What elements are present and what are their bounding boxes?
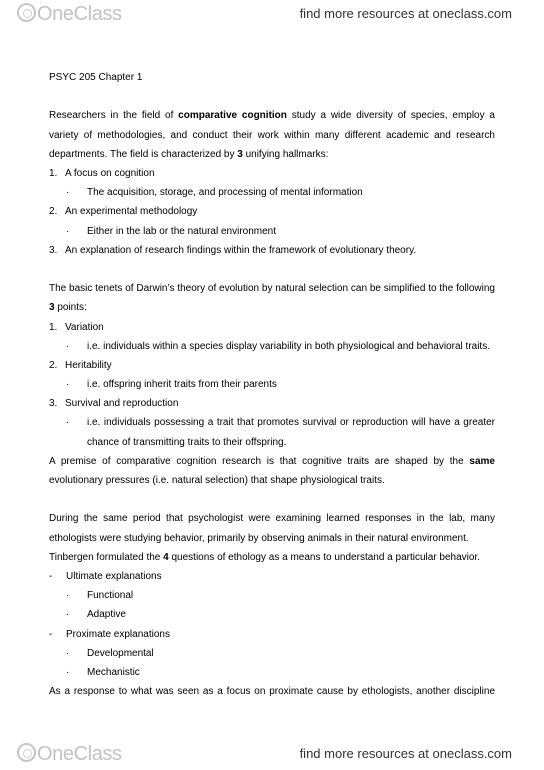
oneclass-logo[interactable]: [17, 743, 122, 766]
tinbergen-paragraph: Tinbergen formulated the 4 questions of ethology as a means to understand a particular behavior.: [49, 551, 481, 563]
document-body: [49, 68, 495, 701]
bullet-icon: ·: [66, 417, 70, 429]
darwin-paragraph: The basic tenets of Darwin’s theory of evolution by natural selection can be simplified to the following 3 points:: [49, 283, 495, 314]
list-subitem: · Mechanistic: [49, 663, 495, 682]
list-subitem: · The acquisition, storage, and processing of mental information: [49, 183, 495, 202]
list-item: 1. A focus on cognition: [49, 168, 155, 179]
list-item: 2. Heritability: [49, 359, 112, 371]
list-item: 1. Variation: [49, 321, 104, 333]
list-item: 3. Survival and reproduction: [49, 398, 179, 410]
bullet-icon: ·: [66, 379, 70, 391]
logo-text: OneClass: [37, 743, 122, 765]
oneclass-logo[interactable]: [17, 3, 122, 26]
logo-text: OneClass: [37, 3, 122, 25]
promo-link[interactable]: find more resources at oneclass.com: [299, 6, 512, 21]
bullet-icon: ·: [66, 667, 70, 679]
list-subitem: · i.e. individuals within a species display variability in both physiological and behavioral traits.: [49, 337, 495, 356]
bullet-icon: ·: [66, 225, 70, 237]
promo-link[interactable]: find more resources at oneclass.com: [299, 746, 512, 761]
ethology-paragraph: During the same period that psychologist were examining learned responses in the lab, many ethologists were studying behavior, primarily by observing animals in their natural environment.: [49, 513, 495, 544]
list-item: - Proximate explanations: [49, 628, 170, 640]
list-subitem: · Adaptive: [49, 605, 495, 624]
list-subitem: · i.e. offspring inherit traits from their parents: [49, 375, 495, 394]
list-subitem: · Either in the lab or the natural environment: [49, 222, 495, 241]
bullet-icon: ·: [66, 590, 70, 602]
header-bar: [0, 0, 544, 26]
list-item: 2. An experimental methodology: [49, 206, 198, 218]
list-subitem: · i.e. individuals possessing a trait that promotes survival or reproduction will have a greater chance of transmitting traits to their offspring.: [87, 413, 495, 451]
footer-bar: [0, 740, 544, 766]
oneclass-logo-icon: [17, 743, 36, 762]
bullet-icon: ·: [66, 647, 70, 659]
oneclass-logo-icon: [17, 3, 36, 22]
bullet-icon: ·: [66, 609, 70, 621]
doc-title: PSYC 205 Chapter 1: [49, 72, 143, 83]
closing-paragraph: As a response to what was seen as a focus on proximate cause by ethologists, another discipline: [49, 686, 495, 698]
list-subitem: · Developmental: [49, 644, 495, 663]
list-item: 3. An explanation of research findings within the framework of evolutionary theory.: [49, 244, 417, 256]
premise-paragraph: A premise of comparative cognition research is that cognitive traits are shaped by the same evolutionary pressures (i.e. natural selection) that shape physiological traits.: [49, 455, 495, 487]
bullet-icon: ·: [66, 340, 70, 352]
intro-paragraph: Researchers in the field of comparative cognition study a wide diversity of species, employ a variety of methodologies, and conduct their work within many different academic and research departments. The field is characterized by 3 unifying hallmarks:: [49, 110, 495, 160]
list-item: - Ultimate explanations: [49, 571, 162, 583]
bullet-icon: ·: [66, 187, 70, 199]
list-subitem: · Functional: [49, 586, 495, 605]
